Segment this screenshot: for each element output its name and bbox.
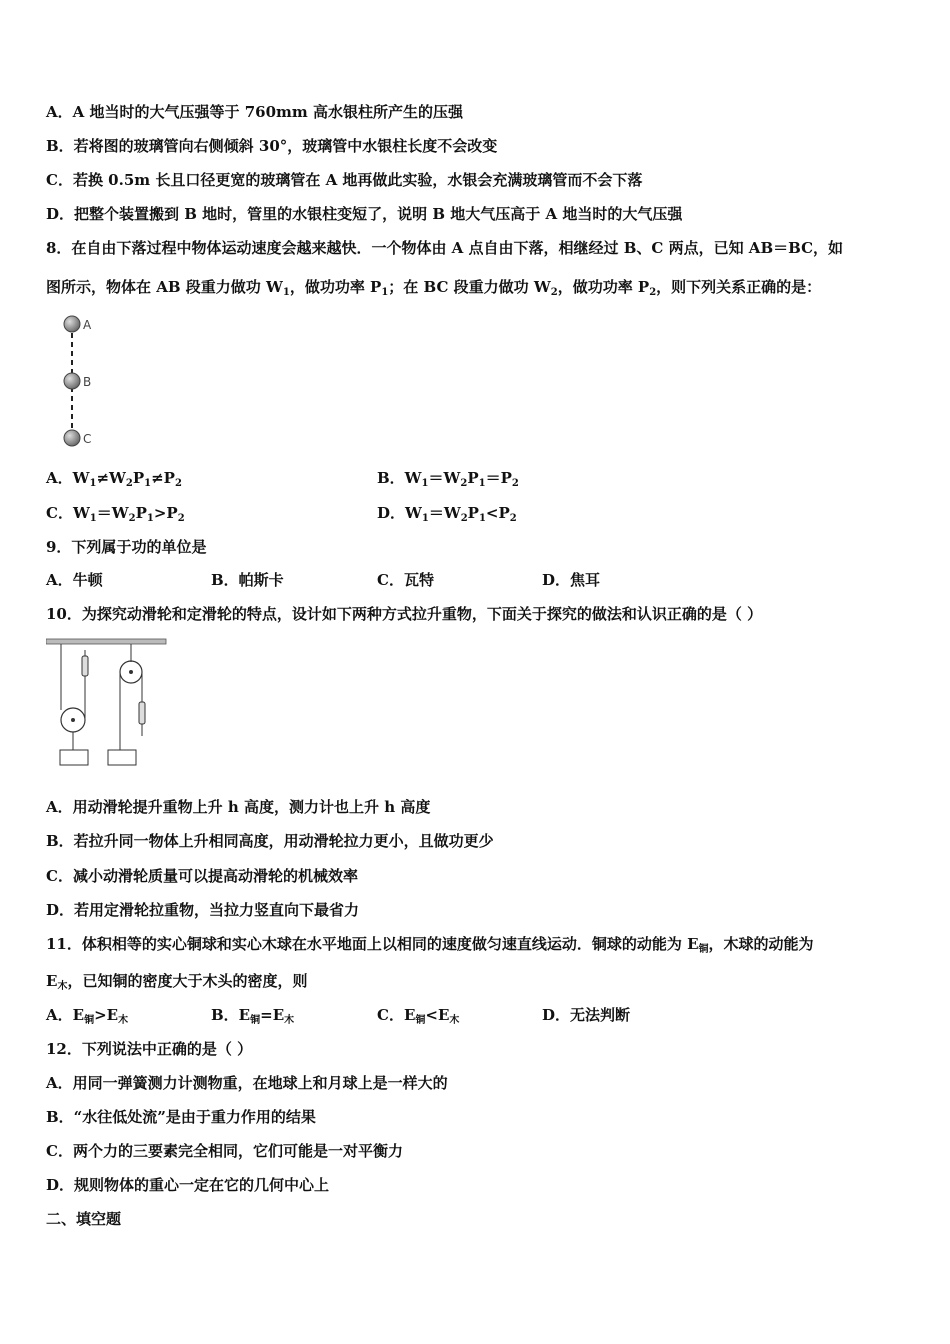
q11-option-c: C．$E_铜<E_木$ — [377, 1006, 460, 1026]
label-b: B — [83, 375, 92, 389]
q9-option-b: B．帕斯卡 — [211, 571, 284, 589]
spring-scale-right — [139, 702, 145, 724]
q12-stem: 12．下列说法中正确的是（ ） — [46, 1040, 253, 1058]
q12-option-c: C．两个力的三要素完全相同，它们可能是一对平衡力 — [46, 1142, 403, 1160]
q10-option-c: C．减小动滑轮质量可以提高动滑轮的机械效率 — [46, 867, 358, 885]
label-c: C — [83, 432, 92, 446]
q12-option-d: D．规则物体的重心一定在它的几何中心上 — [46, 1176, 330, 1194]
q10-option-b: B．若拉升同一物体上升相同高度，用动滑轮拉力更小，且做功更少 — [46, 832, 494, 850]
weight-right — [108, 750, 136, 765]
pulley-figure — [46, 638, 168, 770]
fixed-pulley-axle — [129, 670, 133, 674]
q9-option-a: A．牛顿 — [46, 571, 103, 589]
q8-stem-line1: 8．在自由下落过程中物体运动速度会越来越快．一个物体由 A 点自由下落，相继经过 B、C 两点，已知 AB＝BC，如 — [46, 239, 844, 257]
q8-option-d: D．$W_1=W_2P_1<P_2$ — [377, 504, 517, 524]
q8-option-c: C．$W_1=W_2P_1>P_2$ — [46, 504, 185, 524]
q7-option-c: C．若换 0.5m 长且口径更宽的玻璃管在 A 地再做此实验，水银会充满玻璃管而不会下落 — [46, 171, 643, 189]
falling-ball-figure — [55, 312, 115, 452]
q11-option-a: A．$E_铜>E_木$ — [46, 1006, 129, 1026]
q9-stem: 9．下列属于功的单位是 — [46, 538, 207, 556]
q9-option-d: D．焦耳 — [542, 571, 601, 589]
q8-option-a: A．$W_1\ne W_2P_1\ne P_2$ — [46, 469, 182, 489]
q10-stem: 10．为探究动滑轮和定滑轮的特点，设计如下两种方式拉升重物，下面关于探究的做法和认识正确的是（ ） — [46, 605, 763, 623]
q12-option-b: B．“水往低处流”是由于重力作用的结果 — [46, 1108, 316, 1126]
ball-b — [64, 373, 80, 389]
ceiling-beam — [46, 639, 166, 644]
spring-scale-left — [82, 656, 88, 676]
q11-stem-line2: $E_木$，已知铜的密度大于木头的密度，则 — [46, 972, 308, 992]
q10-option-a: A．用动滑轮提升重物上升 h 高度，测力计也上升 h 高度 — [46, 798, 431, 816]
q12-option-a: A．用同一弹簧测力计测物重，在地球上和月球上是一样大的 — [46, 1074, 448, 1092]
q9-option-c: C．瓦特 — [377, 571, 434, 589]
q11-stem-line1: 11．体积相等的实心铜球和实心木球在水平地面上以相同的速度做匀速直线运动．铜球的动能为 $E_铜$，木球的动能为 — [46, 935, 814, 955]
movable-pulley-axle — [71, 718, 75, 722]
weight-left — [60, 750, 88, 765]
ball-c — [64, 430, 80, 446]
label-a: A — [83, 318, 92, 332]
q7-option-d: D．把整个装置搬到 B 地时，管里的水银柱变短了，说明 B 地大气压高于 A 地当时的大气压强 — [46, 205, 683, 223]
q10-option-d: D．若用定滑轮拉重物，当拉力竖直向下最省力 — [46, 901, 360, 919]
q8-option-b: B．$W_1=W_2P_1=P_2$ — [377, 469, 519, 489]
q7-option-a: A．A 地当时的大气压强等于 760mm 高水银柱所产生的压强 — [46, 103, 463, 121]
q11-option-d: D．无法判断 — [542, 1006, 631, 1024]
q8-stem-line2: 图所示，物体在 AB 段重力做功 $W_1$，做功功率 $P_1$；在 BC 段重力做功 $W_2$，做功功率 $P_2$，则下列关系正确的是： — [46, 278, 822, 298]
section-heading-fill-in: 二、填空题 — [46, 1210, 122, 1228]
q11-option-b: B．$E_铜=E_木$ — [211, 1006, 295, 1026]
ball-a — [64, 316, 80, 332]
q7-option-b: B．若将图的玻璃管向右侧倾斜 30°，玻璃管中水银柱长度不会改变 — [46, 137, 498, 155]
